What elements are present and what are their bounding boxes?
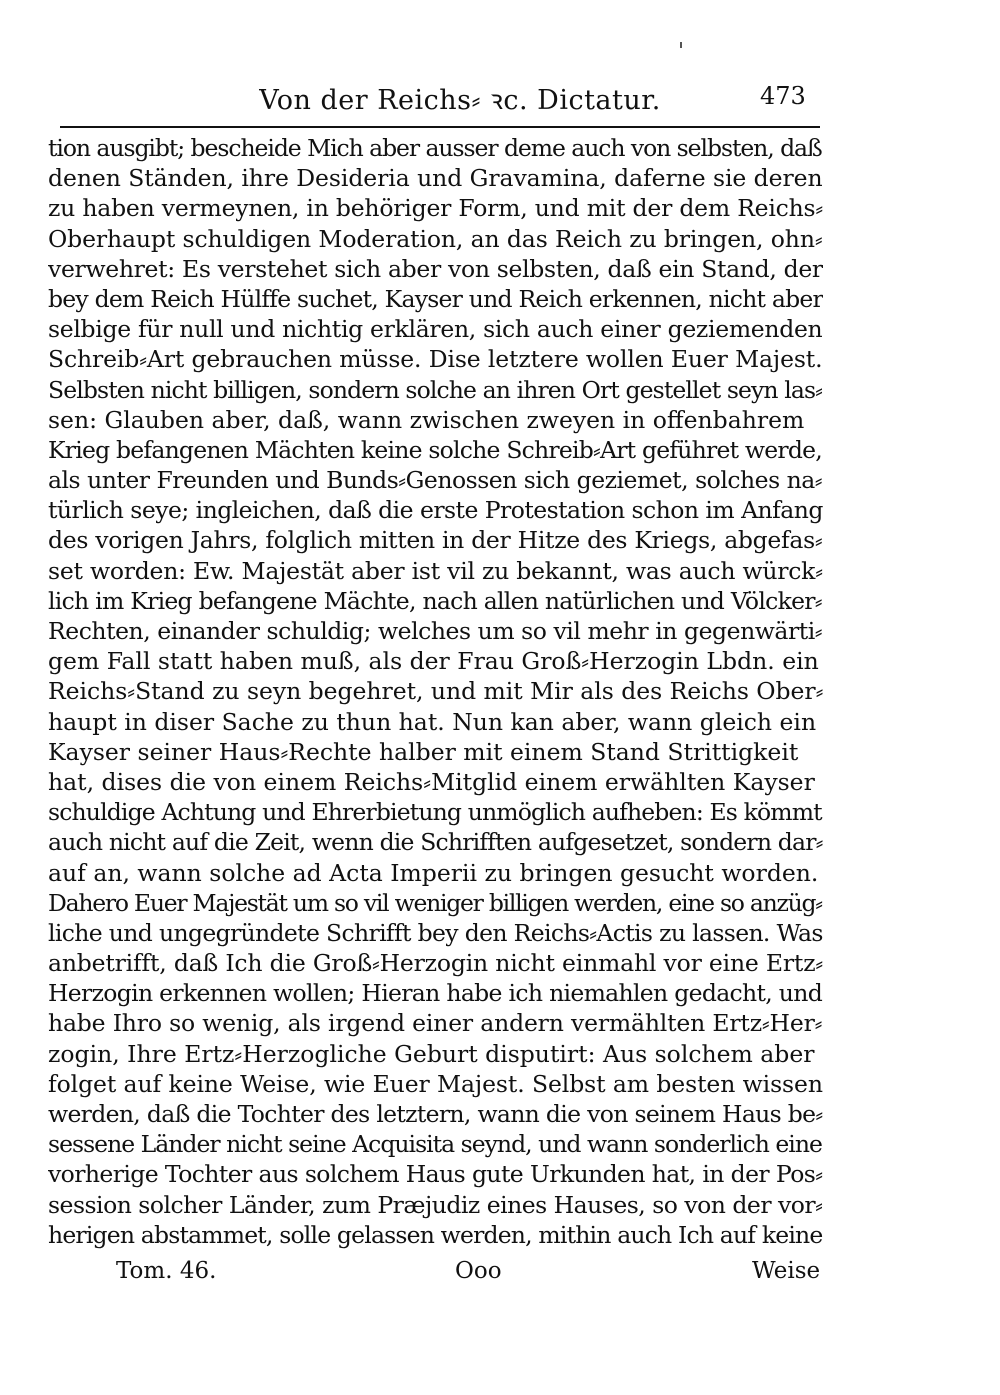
text-line: hat, dises die von einem Reichs⸗Mitglid einem erwählten Kayser	[48, 767, 815, 796]
text-line: liche und ungegründete Schrifft bey den Reichs⸗Actis zu lassen. Was	[48, 918, 823, 947]
text-line: schuldige Achtung und Ehrerbietung unmöglich aufheben: Es kömmt	[48, 798, 822, 827]
volume-label: Tom. 46.	[116, 1258, 217, 1284]
text-line: anbetrifft, daß Ich die Groß⸗Herzogin nicht einmahl vor eine Ertz⸗	[48, 949, 823, 978]
page-number: 473	[760, 82, 806, 110]
text-line: herigen abstammet, solle gelassen werden, mithin auch Ich auf keine	[48, 1220, 823, 1249]
text-line: Selbsten nicht billigen, sondern solche an ihren Ort gestellet seyn las⸗	[48, 375, 823, 404]
text-line: Krieg befangenen Mächten keine solche Schreib⸗Art geführet werde,	[48, 435, 822, 464]
text-line: Schreib⸗Art gebrauchen müsse. Dise letztere wollen Euer Majest.	[48, 345, 823, 374]
text-line: tion ausgibt; bescheide Mich aber ausser deme auch von selbsten, daß	[48, 134, 822, 162]
text-line: sen: Glauben aber, daß, wann zwischen zweyen in offenbahrem	[48, 405, 805, 434]
text-line: session solcher Länder, zum Præjudiz eines Hauses, so von der vor⸗	[48, 1190, 823, 1219]
text-line: selbige für null und nichtig erklären, sich auch einer geziemenden	[48, 315, 823, 344]
text-line: lich im Krieg befangene Mächte, nach allen natürlichen und Völcker⸗	[48, 586, 822, 615]
text-line: Dahero Euer Majestät um so vil weniger billigen werden, eine so anzüg⸗	[48, 888, 822, 917]
text-line: folget auf keine Weise, wie Euer Majest. Selbst am besten wissen	[48, 1069, 823, 1098]
text-line: auf an, wann solche ad Acta Imperii zu bringen gesucht worden.	[48, 858, 819, 887]
text-line: werden, daß die Tochter des letztern, wann die von seinem Haus be⸗	[48, 1100, 823, 1128]
text-line: des vorigen Jahrs, folglich mitten in der Hitze des Kriegs, abgefas⸗	[48, 526, 823, 555]
signature-mark: Ooo	[455, 1258, 502, 1284]
text-line: bey dem Reich Hülffe suchet, Kayser und Reich erkennen, nicht aber	[48, 284, 823, 313]
text-line: zogin, Ihre Ertz⸗Herzogliche Geburt disputirt: Aus solchem aber	[48, 1039, 815, 1068]
text-line: sessene Länder nicht seine Acquisita seynd, und wann sonderlich eine	[48, 1130, 822, 1159]
text-line: Reichs⸗Stand zu seyn begehret, und mit Mir als des Reichs Ober⸗	[48, 677, 823, 706]
header-rule	[60, 126, 820, 128]
text-line: als unter Freunden und Bunds⸗Genossen sich geziemet, solches na⸗	[48, 466, 823, 495]
running-head-title: Von der Reichs⸗ ꝛc. Dictatur.	[259, 85, 661, 116]
text-line: auch nicht auf die Zeit, wenn die Schrifften aufgesetzet, sondern dar⸗	[48, 828, 823, 857]
text-line: Herzogin erkennen wollen; Hieran habe ich niemahlen gedacht, und	[48, 979, 823, 1008]
catchword: Weise	[752, 1258, 821, 1284]
text-line: verwehret: Es verstehet sich aber von selbsten, daß ein Stand, der	[48, 254, 823, 283]
text-line: zu haben vermeynen, in behöriger Form, und mit der dem Reichs⸗	[48, 194, 823, 223]
text-line: haupt in diser Sache zu thun hat. Nun kan aber, wann gleich ein	[48, 707, 817, 736]
body-text	[48, 133, 823, 1250]
text-line: vorherige Tochter aus solchem Haus gute Urkunden hat, in der Pos⸗	[48, 1160, 823, 1189]
text-line: denen Ständen, ihre Desideria und Gravamina, daferne sie deren	[48, 164, 823, 193]
text-line: Rechten, einander schuldig; welches um so vil mehr in gegenwärti⸗	[48, 617, 823, 645]
page-footer	[0, 1258, 1000, 1294]
text-line: set worden: Ew. Majestät aber ist vil zu bekannt, was auch würck⸗	[48, 556, 823, 585]
text-line: Oberhaupt schuldigen Moderation, an das Reich zu bringen, ohn⸗	[48, 224, 823, 253]
text-line: Kayser seiner Haus⸗Rechte halber mit einem Stand Strittigkeit	[48, 737, 799, 766]
text-line: türlich seye; ingleichen, daß die erste Protestation schon im Anfang	[48, 496, 823, 525]
text-line: habe Ihro so wenig, als irgend einer andern vermählten Ertz⸗Her⸗	[48, 1009, 823, 1038]
text-line: gem Fall statt haben muß, als der Frau Groß⸗Herzogin Lbdn. ein	[48, 647, 819, 676]
ink-speck	[680, 42, 682, 48]
